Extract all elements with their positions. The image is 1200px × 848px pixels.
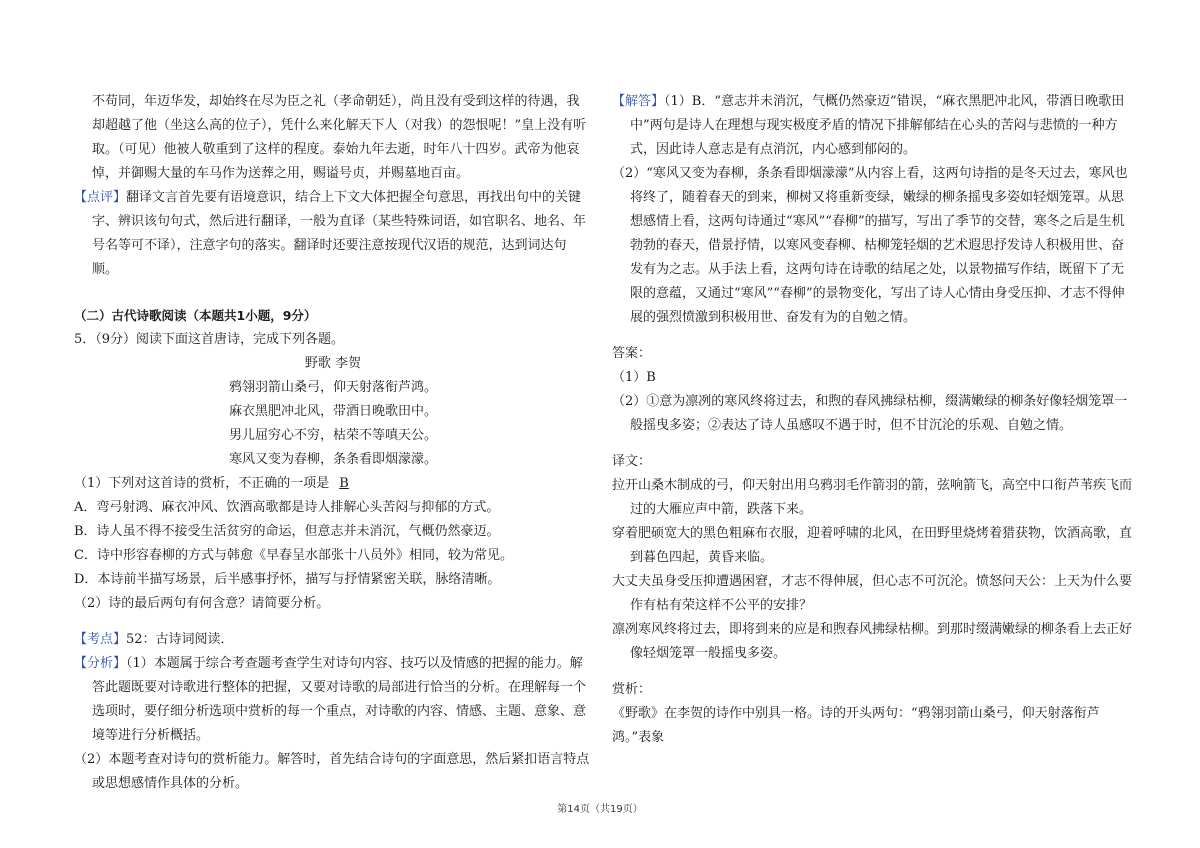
option-a: A．弯弓射鸿、麻衣冲风、饮酒高歌都是诗人排解心头苦闷与抑郁的方式。	[74, 500, 500, 515]
section-title: （二）古代诗歌阅读（本题共1小题，9分）	[74, 308, 317, 323]
option-d: D．本诗前半描写场景，后半感事抒怀，描写与抒情紧密关联，脉络清晰。	[74, 572, 501, 587]
paragraph-translation-continued: 不苟同，年迈华发，却始终在尽为臣之礼（孝命朝廷），尚且没有受到这样的待遇，我却超越了他（坐这么高的位子），凭什么来化解天下人（对我）的怨恨呢！”皇上没有听取。（可见）他被人敬重到了这样的程度。泰始九年去逝，时年八十四岁。武帝为他哀悼，并御赐大量的车马作为送葬之用，赐谥号贞，并赐墓地百亩。	[92, 94, 587, 181]
option-b: B．诗人虽不得不接受生活贫穷的命运，但意志并未消沉，气概仍然豪迈。	[74, 524, 500, 539]
shangxi-text: 《野歌》在李贺的诗作中别具一格。诗的开头两句：“鸦翎羽箭山桑弓，仰天射落衔芦鸿。”表象	[612, 706, 1100, 745]
jieda-tag: 【解答】	[612, 94, 665, 109]
poem-line: 麻衣黑肥冲北风，带酒日晚歌田中。	[228, 404, 437, 419]
answer-1: （1）B	[612, 370, 656, 385]
poem-line: 寒风又变为春柳，条条看即烟濛濛。	[228, 452, 437, 467]
yiwen-line: 穿着肥硕宽大的黑色粗麻布衣服，迎着呼啸的北风，在田野里烧烤着猎获物，饮酒高歌，直到暮色四起，黄昏来临。	[612, 526, 1133, 565]
poem-title: 野歌 李贺	[304, 356, 362, 371]
question-1-answer: B	[339, 476, 349, 491]
yiwen-line: 凛冽寒风终将过去，即将到来的应是和煦春风拂绿枯柳。到那时缀满嫩绿的柳条看上去正好像轻烟笼罩一般摇曳多姿。	[612, 622, 1133, 661]
jieda-text-2: （2）“寒风又变为春柳，条条看即烟濛濛”从内容上看，这两句诗指的是冬天过去，寒风也将终了，随着春天的到来，柳树又将重新变绿，嫩绿的柳条摇曳多姿如轻烟笼罩。从思想感情上看，这两句诗通过“寒风”“春柳”的描写，写出了季节的交替，寒冬之后是生机勃勃的春天，借景抒情，以寒风变春柳、枯柳笼轻烟的艺术遐思抒发诗人积极用世、奋发有为之志。从手法上看，这两句诗在诗歌的结尾之处，以景物描写作结，既留下了无限的意蕴，又通过“寒风”“春柳”的景物变化，写出了诗人心情由身受压抑、才志不得伸展的强烈愤激到积极用世、奋发有为的自勉之情。	[612, 166, 1128, 325]
dianping-tag: 【点评】	[74, 190, 127, 205]
answer-2: （2）①意为凛冽的寒风终将过去，和煦的春风拂绿枯柳，缀满嫩绿的柳条好像轻烟笼罩一般摇曳多姿；②表达了诗人虽感叹不遇于时，但不甘沉沦的乐观、自勉之情。	[612, 394, 1128, 433]
poem-line: 鸦翎羽箭山桑弓，仰天射落衔芦鸿。	[228, 380, 437, 395]
fenxi-paragraph	[74, 652, 592, 748]
question-1	[74, 472, 592, 496]
kaodian-text: 52：古诗词阅读．	[126, 632, 234, 647]
question-intro: 5．（9分）阅读下面这首唐诗，完成下列各题。	[74, 332, 345, 347]
question-2: （2）诗的最后两句有何含意？请简要分析。	[74, 596, 330, 611]
poem-line: 男儿屈穷心不穷，枯荣不等嗔天公。	[228, 428, 437, 443]
kaodian-tag: 【考点】	[74, 632, 127, 647]
shangxi-label: 赏析：	[612, 682, 652, 697]
dianping-paragraph	[74, 186, 592, 282]
page-footer: 第14页（共19页）	[557, 804, 643, 815]
option-c: C．诗中形容春柳的方式与韩愈《早春呈水部张十八员外》相同，较为常见。	[74, 548, 513, 563]
dianping-text: 翻译文言首先要有语境意识，结合上下文大体把握全句意思，再找出句中的关键字、辨识该句句式，然后进行翻译，一般为直译（某些特殊词语，如官职名、地名、年号名等可不译），注意字句的落实。翻译时还要注意按现代汉语的规范，达到词达句顺。	[92, 190, 587, 277]
kaodian-paragraph	[74, 628, 592, 652]
jieda-paragraph	[612, 90, 1134, 162]
yiwen-label: 译文：	[612, 454, 652, 469]
jieda-text-1: （1）B．“意志并未消沉，气概仍然豪迈”错误，“麻衣黑肥冲北风，带酒日晚歌田中”两句是诗人在理想与现实极度矛盾的情况下排解郁结在心头的苦闷与悲愤的一种方式，因此诗人意志是有点消沉，内心感到郁闷的。	[630, 94, 1125, 157]
question-1-text: （1）下列对这首诗的赏析，不正确的一项是	[74, 476, 330, 491]
fenxi-text-1: （1）本题属于综合考查题考查学生对诗句内容、技巧以及情感的把握的能力。解答此题既要对诗歌进行整体的把握，又要对诗歌的局部进行恰当的分析。在理解每一个选项时，要仔细分析选项中赏析的每一个重点，对诗歌的内容、情感、主题、意象、意境等进行分析概括。	[92, 656, 587, 743]
answer-label: 答案：	[612, 346, 652, 361]
yiwen-line: 大丈夫虽身受压抑遭遇困窘，才志不得伸展，但心志不可沉沦。愤怒问天公：上天为什么要作有枯有荣这样不公平的安排？	[612, 574, 1133, 613]
fenxi-text-2: （2）本题考查对诗句的赏析能力。解答时，首先结合诗句的字面意思，然后紧扣语言特点或思想感情作具体的分析。	[74, 752, 590, 791]
yiwen-line: 拉开山桑木制成的弓，仰天射出用乌鸦羽毛作箭羽的箭，弦响箭飞，高空中口衔芦苇疾飞而过的大雁应声中箭，跌落下来。	[612, 478, 1133, 517]
right-column	[612, 90, 1134, 750]
left-column	[74, 90, 592, 796]
fenxi-tag: 【分析】	[74, 656, 127, 671]
